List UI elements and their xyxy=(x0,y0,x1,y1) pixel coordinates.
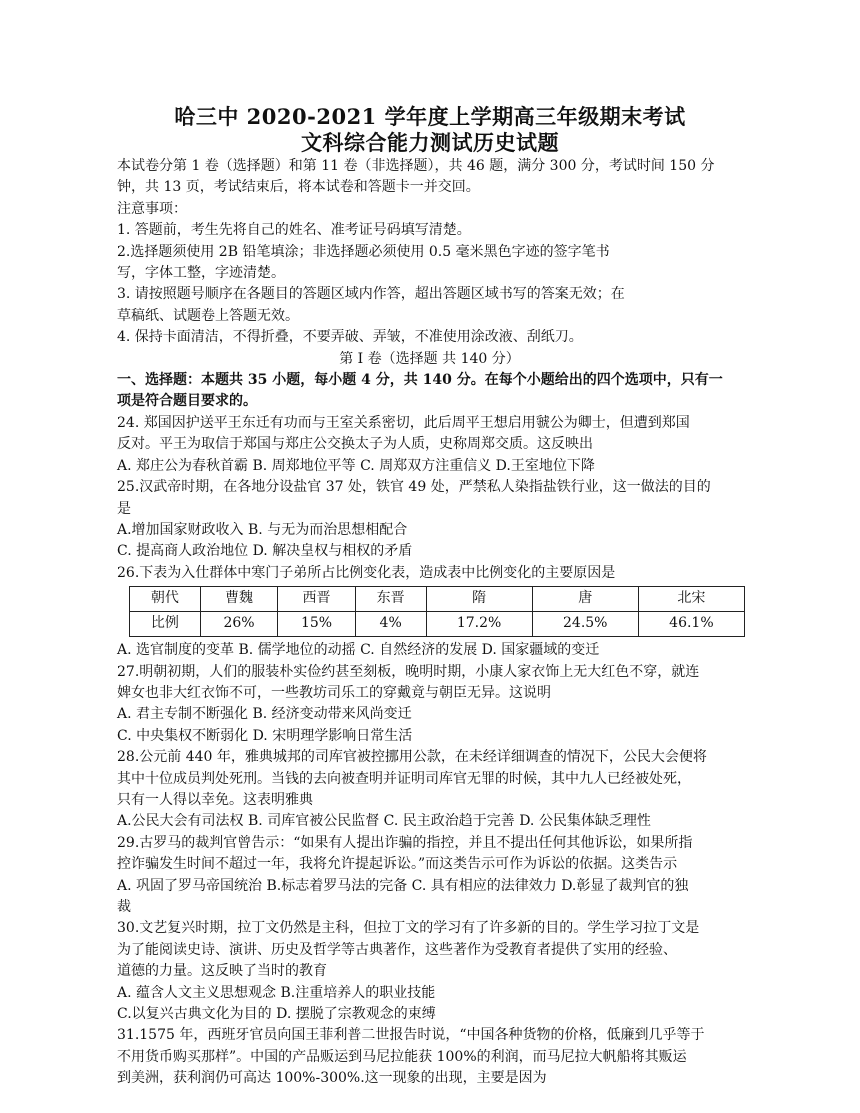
table-row xyxy=(130,612,745,637)
question-31-line: 不用货币购买那样”。中国的产品贩运到马尼拉能获 100%的利润，而马尼拉大帆船将其贩运 xyxy=(117,1048,687,1065)
question-28-line: 28.公元前 440 年，雅典城邦的司库官被控挪用公款，在未经详细调查的情况下，公民大会便将 xyxy=(117,749,707,766)
question-31-line: 31.1575 年，西班牙官员向国王菲利普二世报告时说，“中国各种货物的价格，低廉到几乎等于 xyxy=(117,1027,705,1044)
question-28-line: 只有一人得以幸免。这表明雅典 xyxy=(117,791,313,808)
question-25-options: A.增加国家财政收入 B. 与无为而治思想相配合 xyxy=(117,521,408,538)
table-cell: 北宋 xyxy=(638,587,744,612)
section-instruction: 项是符合题目要求的。 xyxy=(117,393,257,410)
intro-line: 钟，共 13 页，考试结束后，将本试卷和答题卡一并交回。 xyxy=(117,179,480,196)
question-30-options: A. 蕴含人文主义思想观念 B.注重培养人的职业技能 xyxy=(117,984,436,1001)
page-subtitle: 文科综合能力测试历史试题 xyxy=(301,130,559,155)
table-cell: 唐 xyxy=(532,587,638,612)
table-header-row xyxy=(130,587,745,612)
table-cell: 朝代 xyxy=(130,587,201,612)
notice-line: 写，字体工整，字迹清楚。 xyxy=(117,265,285,282)
question-29-options: A. 巩固了罗马帝国统治 B.标志着罗马法的完备 C. 具有相应的法律效力 D.彰显了裁判官的独 xyxy=(117,877,689,894)
question-27-line: 婢女也非大红衣饰不可，一些教坊司乐工的穿戴竟与朝臣无异。这说明 xyxy=(117,684,551,701)
question-29-options: 裁 xyxy=(117,899,131,915)
question-30-options: C.以复兴古典文化为目的 D. 摆脱了宗教观念的束缚 xyxy=(117,1006,436,1023)
notice-line: 3. 请按照题号顺序在各题目的答题区域内作答，超出答题区域书写的答案无效；在 xyxy=(117,286,625,303)
table-cell: 46.1% xyxy=(638,612,744,637)
question-28-options: A.公民大会有司法权 B. 司库官被公民监督 C. 民主政治趋于完善 D. 公民集体缺乏理性 xyxy=(117,813,651,830)
table-cell: 东晋 xyxy=(355,587,426,612)
section-title: 第 I 卷（选择题 共 140 分） xyxy=(339,350,520,367)
question-30-line: 30.文艺复兴时期，拉丁文仍然是主科，但拉丁文的学习有了许多新的目的。学生学习拉丁文是 xyxy=(117,920,700,937)
question-30-line: 道德的力量。这反映了当时的教育 xyxy=(117,963,327,980)
table-cell: 17.2% xyxy=(426,612,532,637)
question-27-options: A. 君主专制不断强化 B. 经济变动带来风尚变迁 xyxy=(117,706,412,723)
question-26-options: A. 选官制度的变革 B. 儒学地位的动摇 C. 自然经济的发展 D. 国家疆域的变迁 xyxy=(117,642,600,659)
question-30-line: 为了能阅读史诗、演讲、历史及哲学等古典著作，这些著作为受教育者提供了实用的经验、 xyxy=(117,941,677,958)
section-instruction: 一、选择题：本题共 35 小题，每小题 4 分，共 140 分。在每个小题给出的四个选项中，只有一 xyxy=(117,372,723,389)
question-27-line: 27.明朝初期，人们的服装朴实俭约甚至刻板，晚明时期，小康人家衣饰上无大红色不穿，就连 xyxy=(117,663,700,680)
page-title: 哈三中 2020-2021 学年度上学期高三年级期末考试 xyxy=(174,104,686,129)
notice-line: 草稿纸、试题卷上答题无效。 xyxy=(117,307,299,324)
question-29-line: 29.古罗马的裁判官曾告示：“如果有人提出诈骗的指控，并且不提出任何其他诉讼，如果所指 xyxy=(117,834,693,851)
question-26-stem: 26.下表为入仕群体中寒门子弟所占比例变化表，造成表中比例变化的主要原因是 xyxy=(117,564,616,581)
question-31-line: 到美洲，获利润仍可高达 100%-300%.这一现象的出现，主要是因为 xyxy=(117,1070,547,1087)
table-cell: 隋 xyxy=(426,587,532,612)
table-cell: 西晋 xyxy=(278,587,355,612)
question-29-line: 控诈骗发生时间不超过一年，我将允许提起诉讼。”而这类告示可作为诉讼的依据。这类告示 xyxy=(117,856,678,873)
table-cell: 26% xyxy=(200,612,277,637)
ratio-table xyxy=(129,586,745,637)
question-27-options: C. 中央集权不断弱化 D. 宋明理学影响日常生活 xyxy=(117,727,413,744)
table-cell: 24.5% xyxy=(532,612,638,637)
notice-line: 2.选择题须使用 2B 铅笔填涂；非选择题必须使用 0.5 毫米黑色字迹的签字笔书 xyxy=(117,243,610,260)
notice-line: 4. 保持卡面清洁，不得折叠，不要弄破、弄皱，不准使用涂改液、刮纸刀。 xyxy=(117,329,583,346)
question-25-line: 是 xyxy=(117,500,131,517)
question-24-line: 24. 郑国因护送平王东迁有功而与王室关系密切，此后周平王想启用虢公为卿士，但遭到郑国 xyxy=(117,414,690,431)
table-cell: 曹魏 xyxy=(200,587,277,612)
table-cell: 4% xyxy=(355,612,426,637)
table-cell: 15% xyxy=(278,612,355,637)
question-25-line: 25.汉武帝时期，在各地分设盐官 37 处，铁官 49 处，严禁私人染指盐铁行业，这一做法的目的 xyxy=(117,479,711,496)
exam-body xyxy=(117,156,742,1090)
notice-title: 注意事项： xyxy=(117,200,187,217)
notice-line: 1. 答题前，考生先将自己的姓名、准考证号码填写清楚。 xyxy=(117,222,471,239)
table-cell: 比例 xyxy=(130,612,201,637)
question-24-options: A. 郑庄公为春秋首霸 B. 周郑地位平等 C. 周郑双方注重信义 D.王室地位下降 xyxy=(117,457,595,474)
question-25-options: C. 提高商人政治地位 D. 解决皇权与相权的矛盾 xyxy=(117,543,413,560)
intro-line: 本试卷分第 1 卷（选择题）和第 11 卷（非选择题），共 46 题，满分 300 分，考试时间 150 分 xyxy=(117,158,715,174)
question-24-line: 反对。平王为取信于郑国与郑庄公交换太子为人质，史称周郑交质。这反映出 xyxy=(117,436,593,453)
question-28-line: 其中十位成员判处死刑。当钱的去向被查明并证明司库官无罪的时候，其中九人已经被处死， xyxy=(117,770,691,787)
